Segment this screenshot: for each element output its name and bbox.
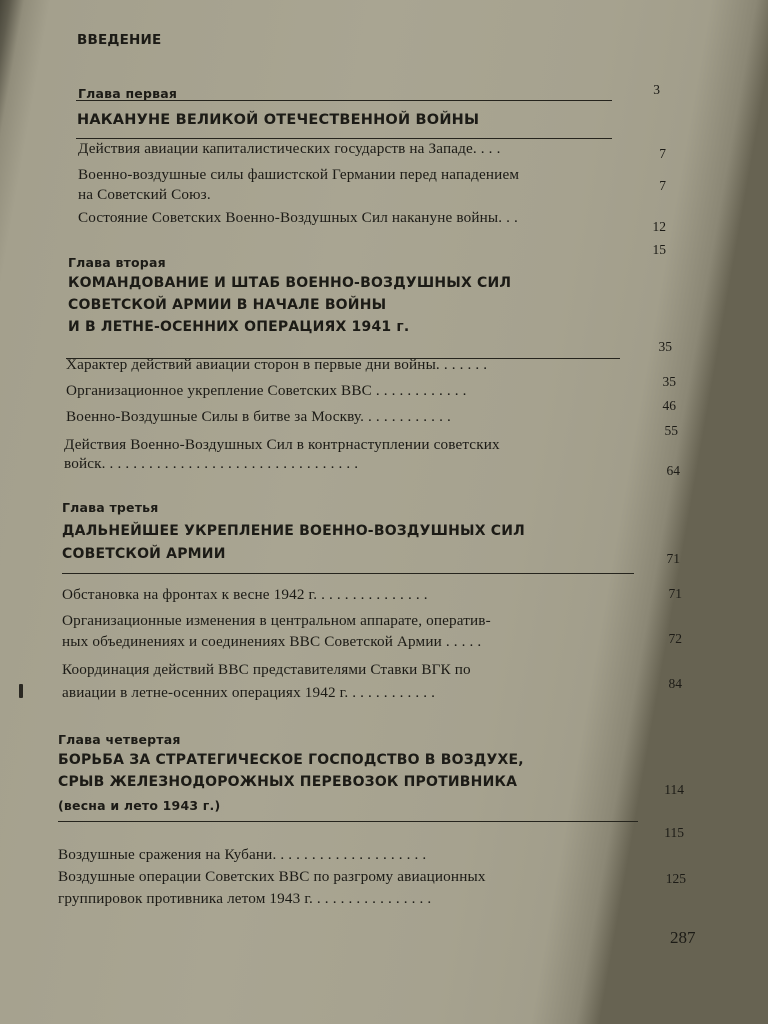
chapter-3-entry-3-line-2: авиации в летне-осенних операциях 1942 г. . . . . . . . . . . . [62,684,436,701]
chapter-3-entry-2-line-2: ных объединениях и соединениях ВВС Советской Армии . . . . . [62,633,482,650]
chapter-2-entry-1-page: 35 [662,374,676,389]
chapter-2-entry-3: Военно-Воздушные Силы в битве за Москву. . . . . . . . . . . . [66,408,451,425]
chapter-4-title-rule [58,821,638,822]
chapter-2-entry-4-line-2: войск. . . . . . . . . . . . . . . . . . . . . . . . . . . . . . . . . [64,455,359,472]
chapter-2-entry-3-page: 55 [664,423,678,438]
intro-page-number: 3 [653,82,660,97]
chapter-4-entry-1-page: 115 [664,825,684,840]
chapter-4-entry-2-line-2: группировок противника летом 1943 г. . . . . . . . . . . . . . . . [58,890,432,907]
chapter-4-entry-2-line-1: Воздушные операции Советских ВВС по разгрому авиационных [58,868,486,885]
chapter-1-entry-3: Состояние Советских Военно-Воздушных Сил накануне войны. . . [78,209,518,226]
chapter-2-entry-4-page: 64 [666,463,680,478]
chapter-3-entry-2-page: 72 [668,631,682,646]
chapter-1-entry-3-page: 15 [652,242,666,257]
chapter-2-title-line-3: И В ЛЕТНЕ-ОСЕННИХ ОПЕРАЦИЯХ 1941 г. [68,319,410,335]
chapter-4-title-line-1: БОРЬБА ЗА СТРАТЕГИЧЕСКОЕ ГОСПОДСТВО В ВОЗДУХЕ, [58,752,524,768]
chapter-2-label: Глава вторая [68,255,166,270]
chapter-3-title-line-1: ДАЛЬНЕЙШЕЕ УКРЕПЛЕНИЕ ВОЕННО-ВОЗДУШНЫХ СИЛ [62,523,526,539]
chapter-2-entry-4-line-1: Действия Военно-Воздушных Сил в контрнаступлении советских [64,436,500,453]
chapter-1-page-number: 7 [659,146,666,161]
chapter-3-entry-3-page: 84 [668,676,682,691]
chapter-4-page-number: 114 [664,782,684,797]
page-number: 287 [670,928,696,947]
chapter-1-entry-1: Действия авиации капиталистических государств на Западе. . . . [78,140,501,157]
chapter-3-entry-2-line-1: Организационные изменения в центральном аппарате, оператив- [62,612,491,629]
chapter-2-entry-1: Характер действий авиации сторон в первые дни войны. . . . . . . [66,356,488,373]
chapter-1-entry-2-line-1: Военно-воздушные силы фашистской Германии перед нападением [78,166,520,183]
chapter-4-title-line-3: (весна и лето 1943 г.) [58,798,221,813]
chapter-3-title-line-2: СОВЕТСКОЙ АРМИИ [62,546,226,562]
chapter-4-entry-1: Воздушные сражения на Кубани. . . . . . . . . . . . . . . . . . . . [58,846,427,863]
chapter-2-title-line-1: КОМАНДОВАНИЕ И ШТАБ ВОЕННО-ВОЗДУШНЫХ СИЛ [68,275,512,291]
chapter-3-label: Глава третья [62,500,159,515]
chapter-1-label-rule [76,100,612,101]
chapter-1-entry-1-page: 7 [659,178,666,193]
binding-mark [19,684,23,698]
chapter-3-entry-3-line-1: Координация действий ВВС представителями Ставки ВГК по [62,661,471,678]
chapter-2-page-number: 35 [658,339,672,354]
chapter-3-entry-1-page: 71 [668,586,682,601]
chapter-3-title-rule [62,573,634,574]
chapter-2-entry-2: Организационное укрепление Советских ВВС . . . . . . . . . . . . [66,382,467,399]
chapter-4-label: Глава четвертая [58,732,181,747]
chapter-2-title-line-2: СОВЕТСКОЙ АРМИИ В НАЧАЛЕ ВОЙНЫ [68,297,387,313]
chapter-4-title-line-2: СРЫВ ЖЕЛЕЗНОДОРОЖНЫХ ПЕРЕВОЗОК ПРОТИВНИКА [58,774,518,790]
chapter-1-entry-2-line-2: на Советский Союз. [78,186,211,203]
chapter-4-entry-2-page: 125 [665,871,686,886]
chapter-2-entry-2-page: 46 [662,398,676,413]
chapter-3-entry-1: Обстановка на фронтах к весне 1942 г. . . . . . . . . . . . . . . [62,586,428,603]
intro-heading: ВВЕДЕНИЕ [77,32,162,48]
chapter-1-entry-2-page: 12 [652,219,666,234]
chapter-1-label: Глава первая [78,86,178,101]
chapter-3-page-number: 71 [666,551,680,566]
chapter-1-title-line-1: НАКАНУНЕ ВЕЛИКОЙ ОТЕЧЕСТВЕННОЙ ВОЙНЫ [77,112,480,128]
